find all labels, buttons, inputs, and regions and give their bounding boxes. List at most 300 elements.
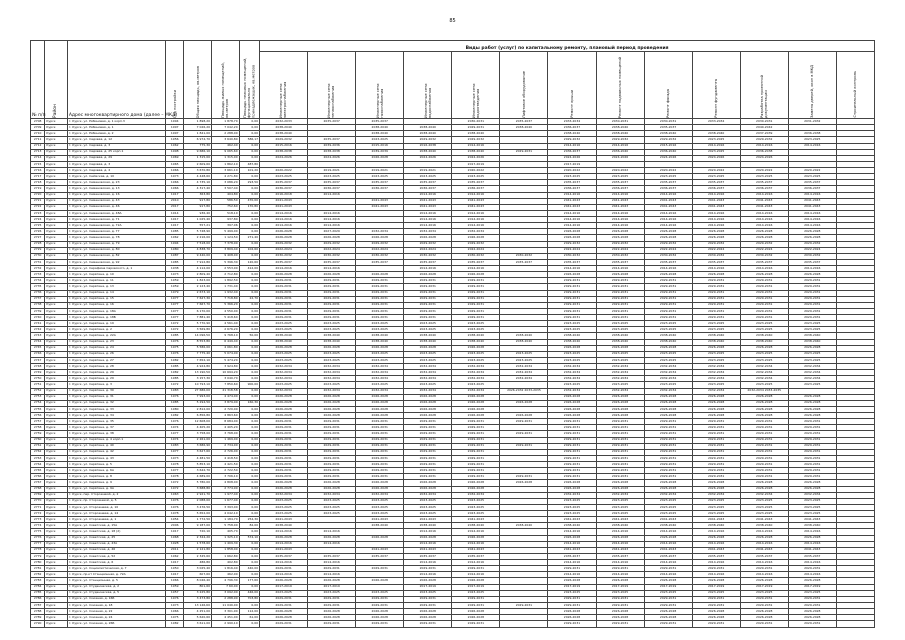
row-work-period: 2029-2031 (308, 602, 356, 608)
row-work-period: 2029-2032 (260, 241, 308, 247)
row-work-period: 2026-2028 (596, 615, 644, 621)
row-area: 917,80 (184, 204, 212, 210)
row-work-period: 2032-2034 (404, 388, 452, 394)
row-area: 2 720,00 (212, 406, 240, 412)
row-year: 1966 (166, 609, 184, 615)
row-address: г. Курск, ул. Сторожевая, д. 14 (67, 511, 165, 517)
row-work-period: 2014-2016 (308, 223, 356, 229)
row-district: Курск (45, 517, 68, 523)
row-year: 1966 (166, 186, 184, 192)
row-work-period: 2016-2038 (404, 143, 452, 149)
row-work-period: 2029-2031 (788, 566, 836, 572)
row-work-period: 2029-2031 (596, 290, 644, 296)
row-area: 0,00 (239, 339, 259, 345)
row-work-period: 2026-2028 (692, 535, 740, 541)
row-area: 586,50 (212, 198, 240, 204)
row-work-period: 2029-2031 (452, 443, 500, 449)
row-work-period: 2036-2037 (692, 186, 740, 192)
row-area: 4 924,80 (184, 364, 212, 370)
row-address: г. Курск, ул. Семеновская, д. 92 (67, 259, 165, 265)
row-work-period: 2029-2031 (452, 474, 500, 480)
row-work-period: 2036-2037 (788, 186, 836, 192)
row-work-period: 2032-2034 (452, 492, 500, 498)
row-work-period: 2032-2034 (548, 376, 596, 382)
row-work-period: 2029-2031 (596, 468, 644, 474)
row-area: 3 040,70 (212, 376, 240, 382)
row-work-period: 2029-2031 (788, 296, 836, 302)
row-work-period: 2014-2016 (308, 217, 356, 223)
row-work-period: 2014-2016 (596, 266, 644, 272)
row-work-period: 2029-2031 (692, 455, 740, 461)
row-area: 6 449,40 (212, 339, 240, 345)
row-year: 1917 (166, 572, 184, 578)
row-work-period: 2023-2025 (260, 382, 308, 388)
row-work-period: 2023-2025 (788, 382, 836, 388)
row-work-period: 2026-2028 (452, 406, 500, 412)
row-address: г. Курск, ул. Студенческая, д. 5 (67, 590, 165, 596)
row-work-period: 2016-2018 (260, 192, 308, 198)
row-area: 0,00 (239, 370, 259, 376)
row-work-period: 2029-2031 (356, 296, 404, 302)
row-work-period: 2014-2016 (452, 529, 500, 535)
row-work-period: 2026-2028 (740, 406, 788, 412)
row-area: 801,60 (184, 584, 212, 590)
row-address: г. Курск, ул. Серёгина, д. 18Б (67, 315, 165, 321)
row-work-period: 2029-2031 (548, 419, 596, 425)
row-work-period: 2029-2031 (260, 315, 308, 321)
row-work-period: 2041-2043 (404, 547, 452, 553)
header-works-group: Виды работ (услуг) по капитальному ремонту, плановый период проведения (260, 41, 875, 52)
row-number: 2761 (31, 443, 45, 449)
row-work-period: 2029-2031 (596, 284, 644, 290)
header-work-10: Разработка проектной документации (740, 52, 788, 119)
row-year: 1974 (166, 425, 184, 431)
row-work-period: 2026-2028 (260, 609, 308, 615)
row-work-period: 2014-2016 (740, 210, 788, 216)
row-address: г. Курск, ул. Серёгина, д. 43 (67, 455, 165, 461)
row-year: 1977 (166, 302, 184, 308)
row-work-period: 2032-2034 (356, 492, 404, 498)
row-area: 2 676,20 (212, 327, 240, 333)
row-work-period: 2014-2016 (692, 541, 740, 547)
row-number: 2787 (31, 602, 45, 608)
row-work-period: 2029-2031 (788, 278, 836, 284)
row-work-period: 2036-2038 (788, 131, 836, 137)
row-work-period: 2039-2036 (308, 143, 356, 149)
row-work-period: 2029-2031 (596, 602, 644, 608)
row-work-period: 2029-2031 (500, 149, 548, 155)
row-area: 5 474,20 (212, 357, 240, 363)
row-work-period: 2026-2028 (788, 235, 836, 241)
row-work-period: 2029-2031 (788, 474, 836, 480)
row-work-period: 2032-2034 (644, 388, 692, 394)
row-work-period: 2029-2031 (548, 284, 596, 290)
row-work-period: 2029-2031 (260, 602, 308, 608)
row-area: 0,00 (239, 192, 259, 198)
row-address: г. Курск, ул. Семеновская, д. 43 (67, 198, 165, 204)
row-number: 2751 (31, 382, 45, 388)
row-work-period: 2014-2016 (644, 217, 692, 223)
row-work-period: 2026-2028 (788, 609, 836, 615)
row-work-period: 2035-2037 (404, 180, 452, 186)
row-area: 12 608,00 (184, 419, 212, 425)
row-work-period: 2029-2031 (644, 474, 692, 480)
row-work-period: 2023-2025 (260, 498, 308, 504)
row-work-period: 2029-2031 (260, 443, 308, 449)
row-work-period: 2035-2037 (500, 259, 548, 265)
row-address: г. Курск, ул. Серёгина, д. 42 (67, 449, 165, 455)
row-work-period: 2017-2019 (692, 584, 740, 590)
row-work-period: 2029-2031 (644, 302, 692, 308)
row-work-period: 2023-2025 (644, 321, 692, 327)
row-number: 2752 (31, 388, 45, 394)
row-area: 0,00 (239, 431, 259, 437)
row-work-period: 2026-2028 (452, 400, 500, 406)
row-work-period: 2024-2026 (692, 155, 740, 161)
row-work-period: 2014-2016 (740, 560, 788, 566)
row-work-period: 2032-2034 (740, 376, 788, 382)
row-work-period: 2026-2028 (260, 229, 308, 235)
row-work-period: 2035-2037 (644, 259, 692, 265)
row-work-period: 2026-2028 (452, 413, 500, 419)
row-area: 3 661,10 (212, 168, 240, 174)
row-work-period: 2036-2037 (548, 186, 596, 192)
row-work-period: 2041-2043 (788, 517, 836, 523)
row-work-period: 2032-2034 (404, 376, 452, 382)
row-work-period: 2029-2031 (692, 308, 740, 314)
row-work-period: 2038-2040 (740, 333, 788, 339)
row-work-period: 2032-2034 (404, 370, 452, 376)
row-work-period: 2023-2025 (260, 357, 308, 363)
row-work-period: 2029-2031 (452, 602, 500, 608)
row-work-period: 2026-2028 (452, 578, 500, 584)
row-work-period: 2029-2031 (740, 596, 788, 602)
row-work-period: 2029-2031 (500, 602, 548, 608)
row-work-period: 2026-2028 (788, 480, 836, 486)
row-work-period: 2023-2025 (644, 504, 692, 510)
row-year: 1959 (166, 284, 184, 290)
row-work-period: 2030-2032 (788, 253, 836, 259)
row-work-period: 2014-2016 (596, 529, 644, 535)
row-work-period: 2026-2028 (596, 480, 644, 486)
row-work-period: 2026-2028 (500, 413, 548, 419)
row-district: Курск (45, 443, 68, 449)
row-work-period: 2032-2034 (308, 388, 356, 394)
row-area: 1 409,30 (212, 541, 240, 547)
row-address: г. Курск, ул. Серёгина, д. 13 (67, 284, 165, 290)
row-district: Курск (45, 296, 68, 302)
row-work-period: 2014-2016 (452, 210, 500, 216)
row-year: 1950 (166, 566, 184, 572)
row-work-period: 2029-2031 (644, 566, 692, 572)
row-work-period: 2029-2031 (260, 621, 308, 628)
row-address: г. Курск, ул. Серёгина, д. 26 (67, 351, 165, 357)
row-area: 3 706,10 (212, 474, 240, 480)
row-address: г. Курск, ул. Сторожевая, д. 10 (67, 504, 165, 510)
row-work-period: 2029-2031 (260, 284, 308, 290)
row-address: г. Курск, ул. Семеновская, д. 23 (67, 180, 165, 186)
row-work-period: 2022-2024 (644, 247, 692, 253)
row-work-period: 2026-2028 (644, 413, 692, 419)
row-work-period: 2026-2028 (692, 345, 740, 351)
row-work-period: 2029-2032 (260, 137, 308, 143)
row-work-period: 2029-2031 (740, 443, 788, 449)
row-work-period: 2041-2043 (692, 198, 740, 204)
row-work-period: 2030-2031 (596, 119, 644, 125)
row-work-period: 2026-2028 (644, 480, 692, 486)
row-area: 557,21 (184, 223, 212, 229)
row-work-period: 2014-2016 (260, 541, 308, 547)
row-number: 2771 (31, 504, 45, 510)
row-work-period: 2014-2016 (452, 192, 500, 198)
row-district: Курск (45, 266, 68, 272)
row-year: 1917 (166, 223, 184, 229)
row-work-period: 2023-2025 (548, 327, 596, 333)
row-work-period: 2035-2037 (548, 553, 596, 559)
row-work-period: 2029-2031 (308, 566, 356, 572)
row-district: Курск (45, 474, 68, 480)
row-work-period: 2041-2043 (356, 204, 404, 210)
row-number: 2770 (31, 498, 45, 504)
row-work-period: 2029-2032 (596, 241, 644, 247)
row-work-period: 2014-2016 (548, 572, 596, 578)
row-work-period: 2035-2037 (692, 180, 740, 186)
row-work-period: 2023-2025 (356, 498, 404, 504)
row-work-period: 2026-2028 (356, 535, 404, 541)
row-area: 9 065,60 (212, 149, 240, 155)
row-work-period: 2029-2031 (692, 596, 740, 602)
row-work-period: 2014-2016 (644, 572, 692, 578)
row-area: 2 774,90 (212, 486, 240, 492)
row-work-period: 2029-2031 (740, 431, 788, 437)
row-area: 1 841,00 (184, 131, 212, 137)
row-work-period: 2029-2031 (596, 474, 644, 480)
row-work-period: 2023-2025 (308, 504, 356, 510)
row-work-period: 2019-2021 (356, 168, 404, 174)
row-work-period: 2023-2025 (740, 327, 788, 333)
row-work-period: 2014-2016 (452, 572, 500, 578)
row-area: 0,00 (239, 394, 259, 400)
row-work-period: 2035-2037 (740, 259, 788, 265)
row-district: Курск (45, 229, 68, 235)
row-work-period: 2038-2040 (500, 339, 548, 345)
row-work-period: 2026-2028 (692, 480, 740, 486)
row-area: 0,00 (239, 210, 259, 216)
row-number: 2711 (31, 137, 45, 143)
row-area: 3 157,30 (184, 376, 212, 382)
row-work-period: 2029-2031 (740, 315, 788, 321)
row-area: 3 393,00 (212, 504, 240, 510)
row-year: 1982 (166, 370, 184, 376)
row-work-period: 2014-2016 (692, 560, 740, 566)
row-area: 0,00 (239, 492, 259, 498)
row-work-period: 2014-2016 (644, 266, 692, 272)
row-work-period: 2032-2034 (260, 376, 308, 382)
row-work-period: 2029-2031 (452, 284, 500, 290)
row-address: г. Курск, ул. Семеновская, д. 79 (67, 241, 165, 247)
row-work-period: 2023-2025 (596, 357, 644, 363)
row-work-period: 2029-2031 (788, 290, 836, 296)
row-number: 2790 (31, 621, 45, 628)
row-work-period: 2017-2019 (404, 584, 452, 590)
row-work-period: 2026-2028 (260, 480, 308, 486)
row-work-period: 2029-2032 (740, 241, 788, 247)
row-area: 0,00 (239, 621, 259, 628)
row-area: 3 686,90 (184, 443, 212, 449)
row-work-period: 2029-2031 (596, 596, 644, 602)
row-work-period: 2041-2043 (404, 204, 452, 210)
row-address: г. Курск, ул. Садовая, д. 25 корп.1 (67, 149, 165, 155)
row-work-period: 2014-2016 (788, 217, 836, 223)
row-work-period: 2029-2032 (644, 241, 692, 247)
row-area: 4 481,50 (184, 455, 212, 461)
row-work-period: 2023-2025 (740, 511, 788, 517)
row-area: 5 748,90 (184, 229, 212, 235)
row-work-period: 2022-2024 (404, 247, 452, 253)
row-work-period: 2014-2016 (740, 223, 788, 229)
row-work-period: 2023-2025 (404, 498, 452, 504)
row-work-period: 2038-2040 (692, 333, 740, 339)
row-work-period: 2030-2032 (452, 253, 500, 259)
row-year: 1917 (166, 529, 184, 535)
row-work-period: 2029-2031 (740, 462, 788, 468)
row-number: 2757 (31, 419, 45, 425)
row-work-period: 2029-2031 (260, 566, 308, 572)
row-year: 1965 (166, 161, 184, 167)
row-work-period: 2014-2016 (404, 192, 452, 198)
row-work-period: 2023-2025 (452, 174, 500, 180)
row-work-period: 2023-2025 (452, 357, 500, 363)
row-work-period: 2029-2031 (452, 302, 500, 308)
row-work-period: 2036-2040 (596, 149, 644, 155)
row-work-period: 2041-2043 (548, 198, 596, 204)
row-work-period: 2026-2028 (788, 400, 836, 406)
row-number: 2716 (31, 168, 45, 174)
row-work-period: 2029-2031 (404, 437, 452, 443)
row-work-period: 2029-2031 (452, 596, 500, 602)
row-work-period: 2017-2019 (596, 584, 644, 590)
row-work-period: 2022-2024 (788, 247, 836, 253)
row-area: 2 609,60 (184, 161, 212, 167)
row-work-period: 2041-2043 (260, 517, 308, 523)
row-address: г. Курск, ул. Серёгина, д. 15 (67, 296, 165, 302)
row-number: 2724 (31, 217, 45, 223)
row-number: 2781 (31, 566, 45, 572)
row-work-period: 2030-2032 (260, 253, 308, 259)
row-work-period: 2029-2031 (692, 315, 740, 321)
row-work-period: 2041-2043 (260, 547, 308, 553)
row-work-period: 2023-2025 (500, 357, 548, 363)
row-work-period: 2023-2025 (452, 511, 500, 517)
row-work-period: 2029-2032 (644, 137, 692, 143)
row-district: Курск (45, 223, 68, 229)
row-area: 7 993,00 (184, 394, 212, 400)
row-number: 2778 (31, 547, 45, 553)
row-number: 2746 (31, 351, 45, 357)
row-work-period: 2029-2031 (644, 296, 692, 302)
row-district: Курск (45, 204, 68, 210)
row-work-period: 2014-2016 (644, 223, 692, 229)
row-address: г. Курск, ул. Семеновская, д. 80 (67, 247, 165, 253)
row-area: 1 315,00 (212, 155, 240, 161)
row-area: 1 578,60 (184, 541, 212, 547)
row-work-period: 2022-2024 (548, 247, 596, 253)
row-work-period: 2032-2034 (740, 364, 788, 370)
row-district: Курск (45, 339, 68, 345)
row-work-period: 2026-2028 (356, 609, 404, 615)
row-work-period: 2017-2019 (548, 584, 596, 590)
row-work-period: 2029-2031 (356, 290, 404, 296)
row-work-period: 2020-2022 (740, 168, 788, 174)
row-district: Курск (45, 596, 68, 602)
row-work-period: 2032-2034 (692, 376, 740, 382)
row-number: 2715 (31, 161, 45, 167)
row-work-period: 2029-2031 (308, 296, 356, 302)
row-work-period: 2022-2024 (356, 247, 404, 253)
row-work-period: 2029-2031 (452, 308, 500, 314)
row-number: 2739 (31, 308, 45, 314)
row-work-period: 2023-2025 (404, 504, 452, 510)
row-work-period: 2038-2040 (404, 125, 452, 131)
row-work-period: 2026-2028 (692, 615, 740, 621)
row-work-period: 2029-2031 (260, 308, 308, 314)
row-number: 2767 (31, 480, 45, 486)
row-district: Курск (45, 210, 68, 216)
row-work-period: 2029-2031 (692, 425, 740, 431)
row-work-period: 2023-2025 (356, 357, 404, 363)
row-area: 363,80 (184, 192, 212, 198)
row-work-period: 2023-2025 (548, 174, 596, 180)
row-work-period: 2023-2025 (308, 511, 356, 517)
row-address: г. Курск, ул. Серафима Саровского, д. 1 (67, 266, 165, 272)
row-work-period: 2029-2031 (548, 602, 596, 608)
row-work-period: 2026-2028 (740, 394, 788, 400)
row-area: 2 712,80 (212, 272, 240, 278)
row-work-period: 2023-2025 (452, 504, 500, 510)
row-number: 2708 (31, 119, 45, 125)
table-body (31, 119, 875, 628)
row-work-period: 2029-2031 (452, 419, 500, 425)
row-work-period: 2029-2031 (308, 290, 356, 296)
row-work-period: 2014-2016 (692, 266, 740, 272)
row-area: 3 670,80 (184, 168, 212, 174)
row-work-period: 2026-2028 (308, 345, 356, 351)
row-work-period: 2029-2031 (740, 474, 788, 480)
row-work-period: 2029-2031 (356, 462, 404, 468)
row-work-period: 2024-2026 (644, 155, 692, 161)
row-work-period: 2035-2037 (692, 553, 740, 559)
row-work-period: 2026-2028 (356, 480, 404, 486)
row-work-period: 2023-2025 (452, 382, 500, 388)
row-work-period: 2023-2025 (788, 351, 836, 357)
row-work-period: 2026-2028 (788, 272, 836, 278)
row-work-period: 2029-2031 (740, 621, 788, 628)
row-year: 1969 (166, 155, 184, 161)
row-work-period: 2038-2040 (452, 131, 500, 137)
row-work-period: 2029-2031 (500, 474, 548, 480)
row-work-period: 2023-2025 (596, 382, 644, 388)
row-work-period: 2032-2034 (500, 376, 548, 382)
row-year: 1917 (166, 217, 184, 223)
row-work-period: 2023-2025 (308, 327, 356, 333)
row-number: 2748 (31, 364, 45, 370)
row-area: 0,00 (239, 223, 259, 229)
row-work-period: 2032-2034 (308, 492, 356, 498)
row-address: г. Курск, пр. Сторожевой, д. 5 (67, 498, 165, 504)
row-work-period: 2023-2025 (644, 351, 692, 357)
row-work-period: 2026-2028 (308, 406, 356, 412)
row-area: 6 170,00 (184, 308, 212, 314)
